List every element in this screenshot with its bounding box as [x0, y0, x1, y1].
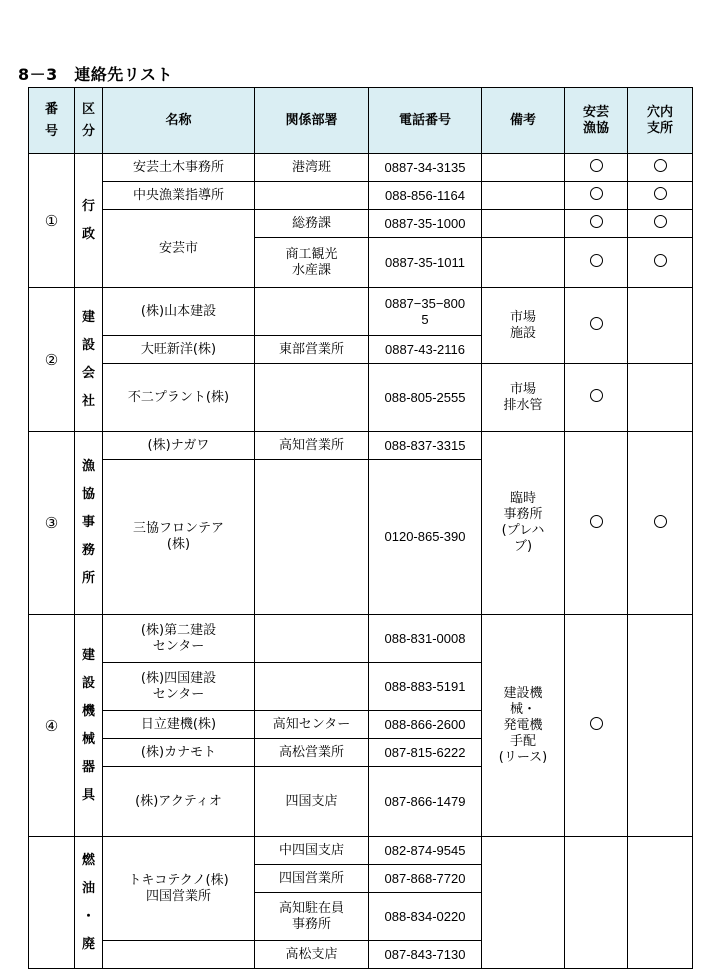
header-aki-fishery: 安芸 漁協: [565, 88, 628, 154]
header-number: 番 号: [29, 88, 75, 154]
table-row: [29, 210, 693, 238]
org-name: 大旺新洋(株): [103, 336, 255, 364]
circle-mark-icon: [654, 159, 667, 172]
group-number: [29, 837, 75, 969]
circle-mark-icon: [654, 187, 667, 200]
header-department: 関係部署: [255, 88, 369, 154]
anauchi-mark: [628, 238, 693, 288]
circle-mark-icon: [654, 254, 667, 267]
header-row: [29, 88, 693, 154]
page-title: 8－3 連絡先リスト: [18, 65, 173, 84]
aki-mark: [565, 154, 628, 182]
phone-number: 087-868-7720: [369, 865, 482, 893]
aki-mark: [565, 182, 628, 210]
org-name: (株)第二建設 センター: [103, 615, 255, 663]
group-number: ③: [29, 432, 75, 615]
circle-mark-icon: [590, 317, 603, 330]
department: 中四国支店: [255, 837, 369, 865]
department: 四国支店: [255, 767, 369, 837]
phone-number: 082-874-9545: [369, 837, 482, 865]
department: 港湾班: [255, 154, 369, 182]
table-row: [29, 432, 693, 460]
anauchi-mark: [628, 288, 693, 364]
remarks: [482, 182, 565, 210]
anauchi-mark: [628, 432, 693, 615]
circle-mark-icon: [590, 717, 603, 730]
remarks: [482, 210, 565, 238]
org-name: (株)アクティオ: [103, 767, 255, 837]
phone-number: 0887-35-1000: [369, 210, 482, 238]
contact-list-table: [28, 87, 693, 969]
phone-number: 087-815-6222: [369, 739, 482, 767]
circle-mark-icon: [590, 515, 603, 528]
remarks: 臨時 事務所 (プレハ ブ): [482, 432, 565, 615]
phone-number: 0887-35-1011: [369, 238, 482, 288]
remarks: [482, 154, 565, 182]
group-category: 漁 協 事 務 所: [75, 432, 103, 615]
table-row: [29, 288, 693, 336]
aki-mark: [565, 364, 628, 432]
department: 高知センター: [255, 711, 369, 739]
phone-number: 0887−35−800 5: [369, 288, 482, 336]
department: [255, 182, 369, 210]
circle-mark-icon: [654, 215, 667, 228]
phone-number: 088-856-1164: [369, 182, 482, 210]
group-category: 建 設 会 社: [75, 288, 103, 432]
circle-mark-icon: [590, 389, 603, 402]
header-anauchi-branch: 穴内 支所: [628, 88, 693, 154]
department: [255, 460, 369, 615]
phone-number: 088-834-0220: [369, 893, 482, 941]
remarks: [482, 238, 565, 288]
aki-mark: [565, 238, 628, 288]
group-category: 建 設 機 械 器 具: [75, 615, 103, 837]
circle-mark-icon: [590, 187, 603, 200]
table-row: [29, 615, 693, 663]
org-name: 安芸土木事務所: [103, 154, 255, 182]
org-name: [103, 941, 255, 969]
org-name: 三協フロンテア (株): [103, 460, 255, 615]
department: 総務課: [255, 210, 369, 238]
phone-number: 0120-865-390: [369, 460, 482, 615]
anauchi-mark: [628, 182, 693, 210]
aki-mark: [565, 288, 628, 364]
department: 商工観光 水産課: [255, 238, 369, 288]
anauchi-mark: [628, 837, 693, 969]
department: 高松営業所: [255, 739, 369, 767]
header-remarks: 備考: [482, 88, 565, 154]
header-name: 名称: [103, 88, 255, 154]
group-category: 行 政: [75, 154, 103, 288]
header-phone: 電話番号: [369, 88, 482, 154]
department: 東部営業所: [255, 336, 369, 364]
phone-number: 088-883-5191: [369, 663, 482, 711]
circle-mark-icon: [590, 159, 603, 172]
org-name: 安芸市: [103, 210, 255, 288]
org-name: 不二プラント(株): [103, 364, 255, 432]
department: 高知駐在員 事務所: [255, 893, 369, 941]
table-row: [29, 837, 693, 865]
aki-mark: [565, 615, 628, 837]
department: [255, 663, 369, 711]
phone-number: 087-866-1479: [369, 767, 482, 837]
department: [255, 615, 369, 663]
anauchi-mark: [628, 615, 693, 837]
anauchi-mark: [628, 210, 693, 238]
table-row: [29, 182, 693, 210]
aki-mark: [565, 837, 628, 969]
department: 四国営業所: [255, 865, 369, 893]
org-name: トキコテクノ(株) 四国営業所: [103, 837, 255, 941]
org-name: (株)四国建設 センター: [103, 663, 255, 711]
circle-mark-icon: [590, 215, 603, 228]
phone-number: 088-837-3315: [369, 432, 482, 460]
circle-mark-icon: [590, 254, 603, 267]
remarks: 市場 排水管: [482, 364, 565, 432]
group-number: ④: [29, 615, 75, 837]
aki-mark: [565, 210, 628, 238]
group-category: 燃 油 ・ 廃: [75, 837, 103, 969]
department: [255, 288, 369, 336]
phone-number: 088-866-2600: [369, 711, 482, 739]
org-name: (株)山本建設: [103, 288, 255, 336]
anauchi-mark: [628, 154, 693, 182]
group-number: ②: [29, 288, 75, 432]
department: 高知営業所: [255, 432, 369, 460]
group-number: ①: [29, 154, 75, 288]
remarks: 建設機 械・ 発電機 手配 (リース): [482, 615, 565, 837]
phone-number: 087-843-7130: [369, 941, 482, 969]
table-row: [29, 364, 693, 432]
phone-number: 088-831-0008: [369, 615, 482, 663]
aki-mark: [565, 432, 628, 615]
remarks: [482, 837, 565, 969]
department: [255, 364, 369, 432]
header-category: 区 分: [75, 88, 103, 154]
department: 高松支店: [255, 941, 369, 969]
circle-mark-icon: [654, 515, 667, 528]
org-name: (株)カナモト: [103, 739, 255, 767]
org-name: 中央漁業指導所: [103, 182, 255, 210]
phone-number: 088-805-2555: [369, 364, 482, 432]
anauchi-mark: [628, 364, 693, 432]
table-row: [29, 154, 693, 182]
org-name: 日立建機(株): [103, 711, 255, 739]
remarks: 市場 施設: [482, 288, 565, 364]
phone-number: 0887-43-2116: [369, 336, 482, 364]
org-name: (株)ナガワ: [103, 432, 255, 460]
phone-number: 0887-34-3135: [369, 154, 482, 182]
